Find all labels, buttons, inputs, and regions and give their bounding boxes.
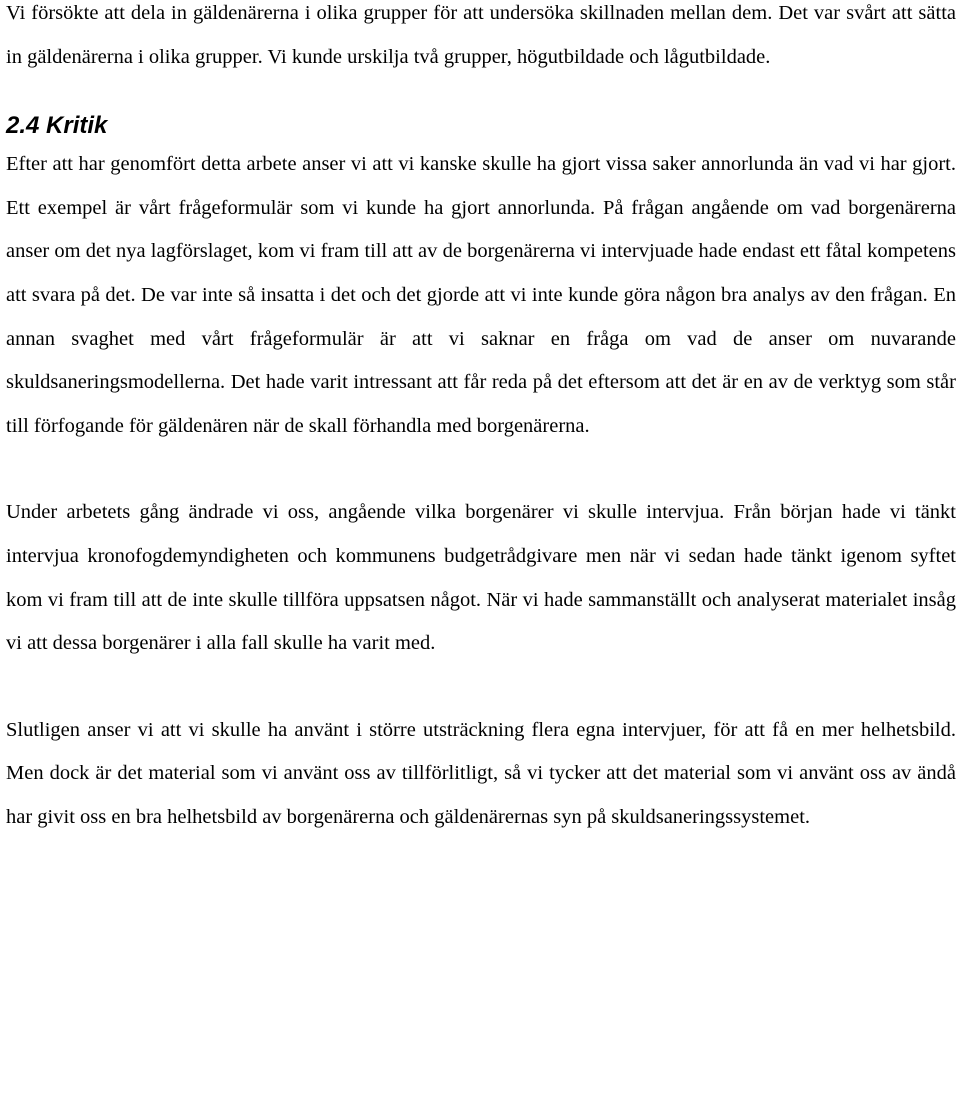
spacer: [6, 666, 956, 709]
paragraph-conclusion: Slutligen anser vi att vi skulle ha använt i större utsträckning flera egna intervjuer, för att få en mer helhetsbild. Men dock är det material som vi använt oss av tillförlitligt, så vi tycker att det material som vi använt oss av ändå har givit oss en bra helhetsbild av borgenärerna och gäldenärernas syn på skuldsaneringssystemet.: [6, 718, 956, 828]
paragraph-critique: Efter att har genomfört detta arbete anser vi att vi kanske skulle ha gjort vissa saker annorlunda än vad vi har gjort. Ett exempel är vårt frågeformulär som vi kunde ha gjort annorlunda. På frågan angående om vad borgenärerna anser om det nya lagförslaget, kom vi fram till att av de borgenärerna vi intervjuade hade endast ett fåtal kompetens att svara på det. De var inte så insatta i det och det gjorde att vi inte kunde göra någon bra analys av den frågan. En annan svaghet med vårt frågeformulär är att vi saknar en fråga om vad de anser om nuvarande skuldsaneringsmodellerna. Det hade varit intressant att får reda på det eftersom att det är en av de verktyg som står till förfogande för gäldenären när de skall förhandla med borgenärerna.: [6, 153, 956, 437]
spacer: [6, 448, 956, 491]
spacer: [6, 79, 956, 105]
section-heading: 2.4 Kritik: [6, 112, 108, 140]
intro-paragraph: Vi försökte att dela in gäldenärerna i olika grupper för att undersöka skillnaden mellan dem. Det var svårt att sätta in gäldenärerna i olika grupper. Vi kunde urskilja två grupper, högutbildade och lågutbildade.: [6, 2, 956, 68]
paragraph-interviews: Under arbetets gång ändrade vi oss, angående vilka borgenärer vi skulle intervjua. Från början hade vi tänkt intervjua kronofogdemyndigheten och kommunens budgetrådgivare men när vi sedan hade tänkt igenom syftet kom vi fram till att de inte skulle tillföra uppsatsen något. När vi hade sammanställt och analyserat materialet insåg vi att dessa borgenärer i alla fall skulle ha varit med.: [6, 501, 956, 655]
document-page: [6, 0, 956, 840]
